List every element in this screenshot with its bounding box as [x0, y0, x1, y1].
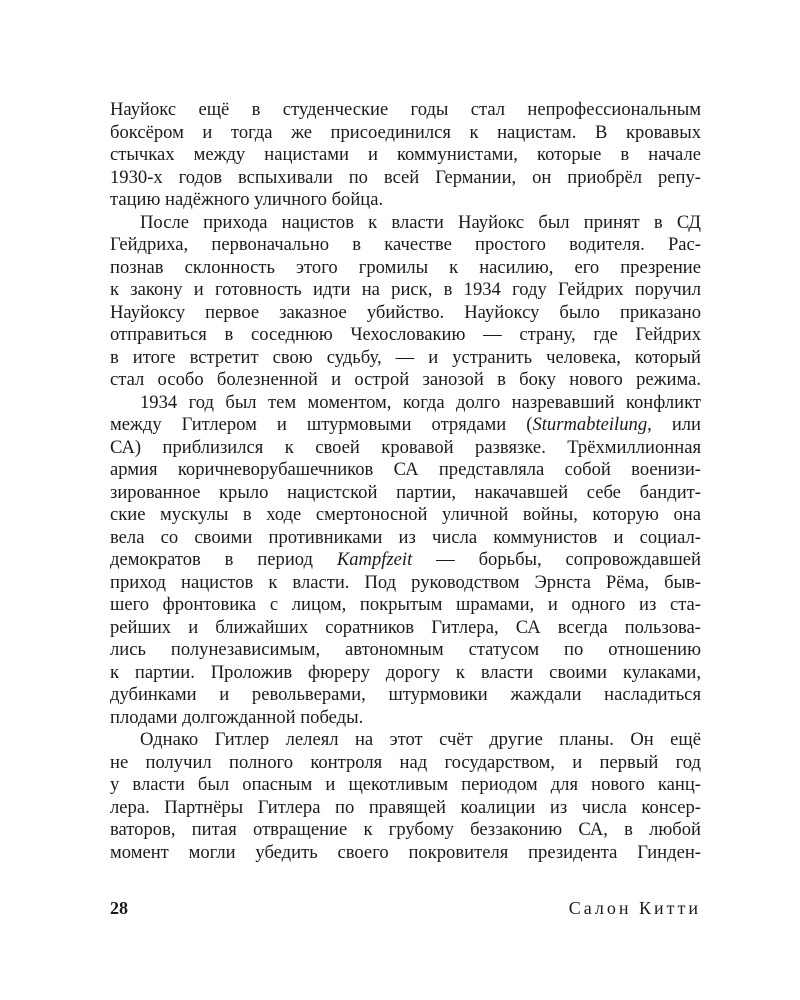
text-line: познав склонность этого громилы к насилию, его презрение [110, 256, 701, 278]
text-line: лись полунезависимым, автономным статусом по отношению [110, 639, 701, 660]
text-line: отправиться в соседнюю Чехословакию — страну, где Гейдрих [110, 324, 701, 345]
page-footer [110, 898, 701, 926]
text-line: зированное крыло нацистской партии, накачавшей себе бандит- [110, 481, 701, 503]
text-line: Гейдриха, первоначально в качестве простого водителя. Рас- [110, 234, 701, 255]
text-line: ские мускулы в ходе смертоносной уличной войны, которую она [110, 504, 701, 525]
text-line: приход нацистов к власти. Под руководством Эрнста Рёма, быв- [110, 571, 701, 593]
italic-term: Sturmabteilung [532, 414, 648, 435]
text-line: СА) приблизился к своей кровавой развязке. Трёхмиллионная [110, 436, 701, 458]
text-line: 1930-х годов вспыхивали по всей Германии, он приобрёл репу- [110, 166, 701, 188]
text-line: стал особо болезненной и острой занозой в боку нового режима. [110, 369, 701, 390]
italic-term: Kampfzeit [336, 549, 413, 570]
text-run: демократов в период [110, 549, 337, 570]
text-line: армия коричневорубашечников СА представляла собой военизи- [110, 459, 701, 480]
text-line: плодами долгожданной победы. [110, 706, 364, 728]
text-line: стычках между нацистами и коммунистами, которые в начале [110, 144, 701, 165]
text-line: ваторов, питая отвращение к грубому беззаконию СА, в любой [110, 819, 701, 840]
text-line: вела со своими противниками из числа коммунистов и социал- [110, 526, 701, 548]
text-line: шего фронтовика с лицом, покрытым шрамами, и одного из ста- [110, 594, 701, 615]
text-line: боксёром и тогда же присоединился к нацистам. В кровавых [110, 121, 701, 143]
text-line: дубинками и револьверами, штурмовики жаждали насладиться [110, 684, 701, 705]
text-line: Науйокс ещё в студенческие годы стал непрофессиональным [110, 99, 701, 120]
text-line: Науйоксу первое заказное убийство. Науйоксу было приказано [110, 301, 701, 323]
text-line: в итоге встретит свою судьбу, — и устранить человека, который [110, 346, 701, 368]
text-line: лера. Партнёры Гитлера по правящей коалиции из числа консер- [110, 796, 701, 818]
text-line: тацию надёжного уличного бойца. [110, 189, 384, 210]
text-run: , или [647, 414, 702, 435]
text-line: момент могли убедить своего покровителя президента Гинден- [110, 841, 701, 863]
running-title: Салон Китти [568, 898, 701, 918]
text-line: к партии. Проложив фюреру дорогу к власти своими кулаками, [110, 661, 701, 683]
text-line: рейших и ближайших соратников Гитлера, СА всегда пользова- [110, 616, 701, 638]
text-line [110, 414, 701, 437]
text-run: между Гитлером и штурмовыми отрядами ( [110, 414, 533, 435]
body-text [110, 99, 701, 864]
text-line: Однако Гитлер лелеял на этот счёт другие планы. Он ещё [140, 729, 701, 750]
text-line: 1934 год был тем моментом, когда долго назревавший конфликт [140, 391, 701, 413]
text-line: После прихода нацистов к власти Науйокс был принят в СД [140, 211, 701, 233]
text-line: к закону и готовность идти на риск, в 1934 году Гейдрих поручил [110, 279, 701, 300]
text-line: у власти был опасным и щекотливым периодом для нового канц- [110, 774, 701, 795]
text-line: не получил полного контроля над государством, и первый год [110, 751, 701, 773]
text-run: — борьбы, сопровождавшей [412, 549, 701, 570]
page-number: 28 [110, 898, 128, 918]
text-line [110, 549, 701, 572]
